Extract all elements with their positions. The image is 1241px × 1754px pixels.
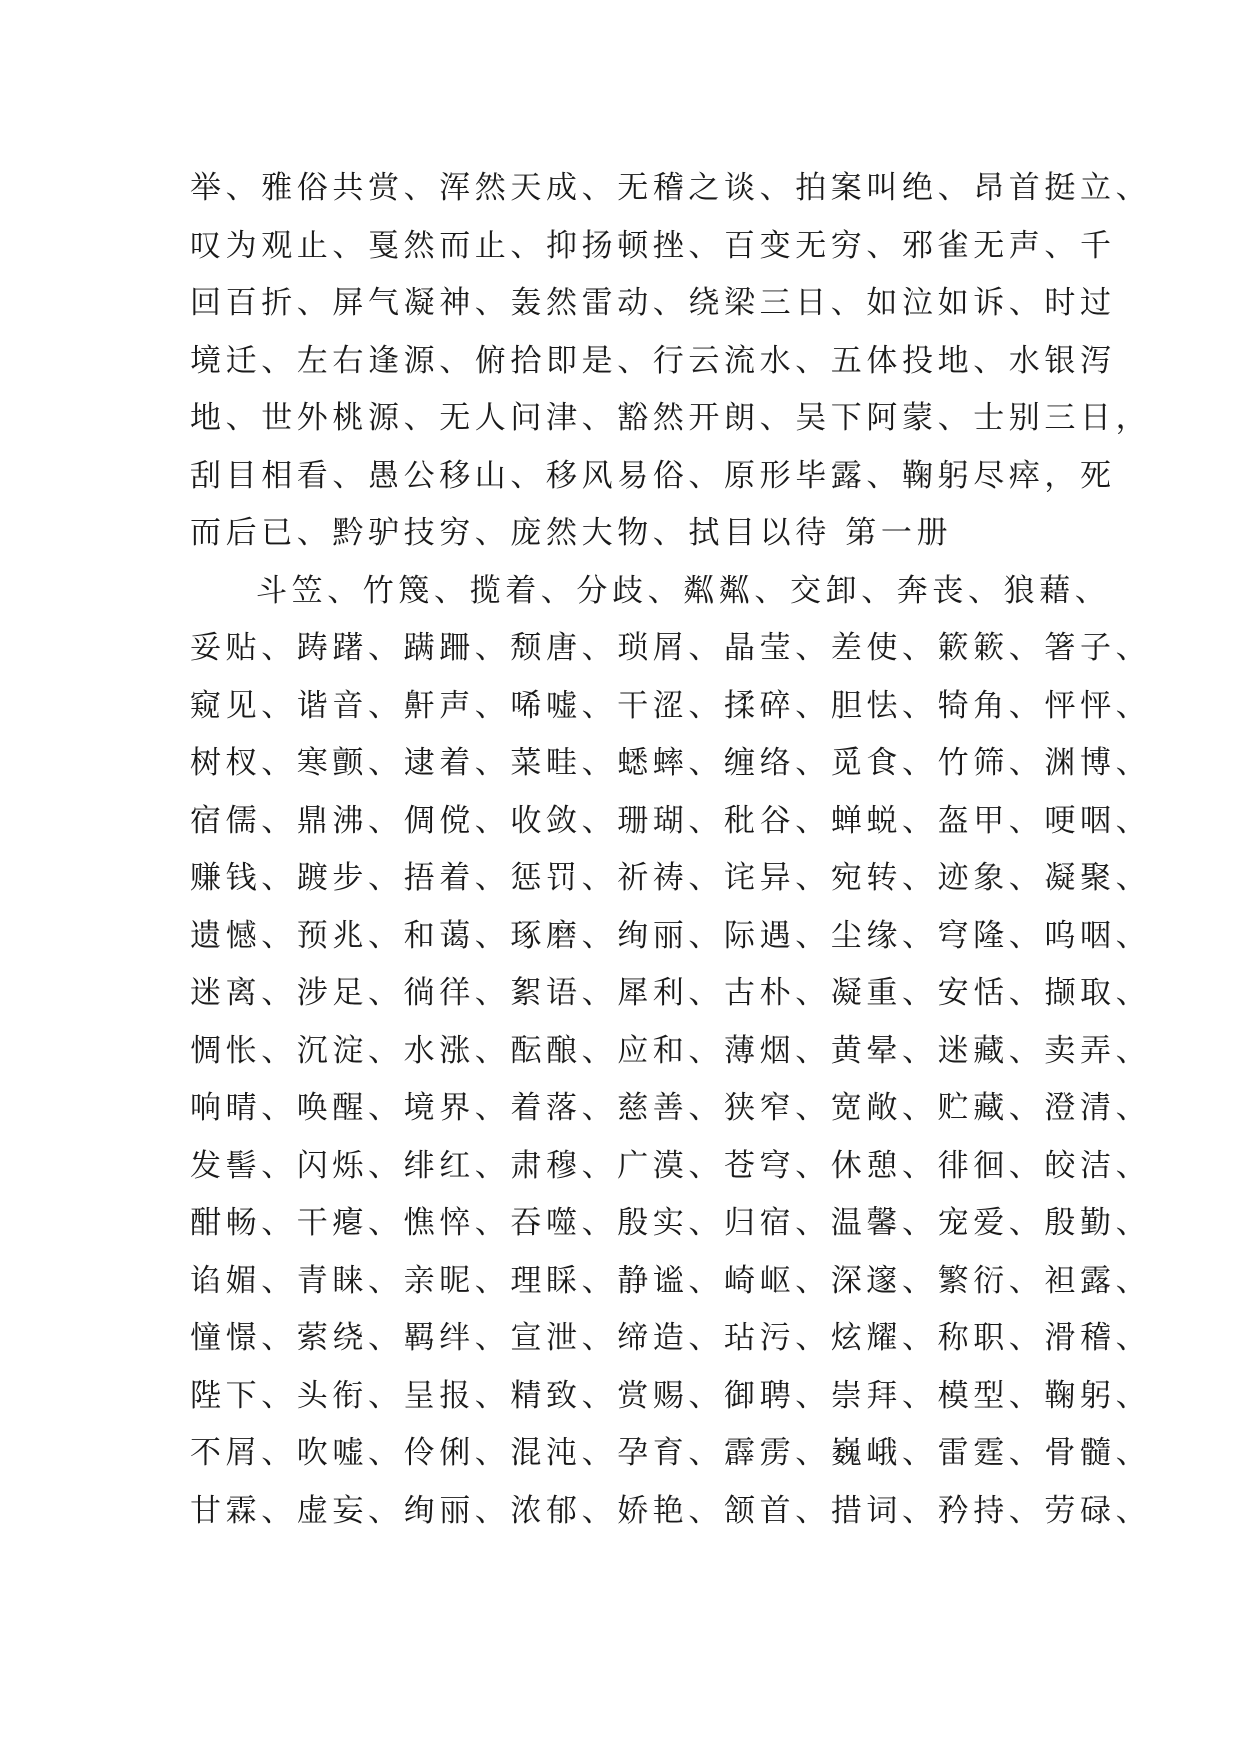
text-line: 谄媚、青睐、亲昵、理睬、静谧、崎岖、深邃、繁衍、袒露、: [190, 1262, 1152, 1299]
text-line: 不屑、吹嘘、伶俐、混沌、孕育、霹雳、巍峨、雷霆、骨髓、: [190, 1435, 1152, 1471]
text-line: 憧憬、萦绕、羁绊、宣泄、缔造、玷污、炫耀、称职、滑稽、: [190, 1320, 1152, 1356]
text-line: 回百折、屏气凝神、轰然雷动、绕梁三日、如泣如诉、时过: [190, 285, 1116, 321]
text-line: 发髻、闪烁、绯红、肃穆、广漠、苍穹、休憩、徘徊、皎洁、: [190, 1147, 1152, 1184]
text-line: 赚钱、踱步、捂着、惩罚、祈祷、诧异、宛转、迹象、凝聚、: [190, 860, 1152, 896]
text-line: 宿儒、鼎沸、倜傥、收敛、珊瑚、秕谷、蝉蜕、盔甲、哽咽、: [190, 802, 1152, 839]
paragraph-first-line: 斗笠、竹篾、揽着、分歧、粼粼、交卸、奔丧、狼藉、: [256, 572, 1111, 609]
text-line: 惆怅、沉淀、水涨、酝酿、应和、薄烟、黄晕、迷藏、卖弄、: [190, 1032, 1152, 1069]
text-line: 而后已、黔驴技穷、庞然大物、拭目以待 第一册: [190, 515, 953, 551]
text-line: 举、雅俗共赏、浑然天成、无稽之谈、拍案叫绝、昂首挺立、: [190, 170, 1152, 206]
text-line: 刮目相看、愚公移山、移风易俗、原形毕露、鞠躬尽瘁，死: [190, 457, 1116, 494]
text-line: 地、世外桃源、无人问津、豁然开朗、吴下阿蒙、士别三日，: [190, 400, 1152, 436]
text-line: 妥贴、踌躇、蹒跚、颓唐、琐屑、晶莹、差使、簌簌、箸子、: [190, 630, 1152, 666]
text-line: 遗憾、预兆、和蔼、琢磨、绚丽、际遇、尘缘、穹隆、呜咽、: [190, 917, 1152, 954]
document-body: [190, 160, 1152, 1540]
text-line: 境迁、左右逢源、俯拾即是、行云流水、五体投地、水银泻: [190, 342, 1116, 379]
text-line: 迷离、涉足、徜徉、絮语、犀利、古朴、凝重、安恬、撷取、: [190, 975, 1152, 1011]
text-line: 树杈、寒颤、逮着、菜畦、蟋蟀、缠络、觅食、竹筛、渊博、: [190, 745, 1152, 781]
text-line: 叹为观止、戛然而止、抑扬顿挫、百变无穷、邪雀无声、千: [190, 227, 1116, 264]
text-line: 窥见、谐音、鼾声、唏嘘、干涩、揉碎、胆怯、犄角、怦怦、: [190, 687, 1152, 724]
text-line: 酣畅、干瘪、憔悴、吞噬、殷实、归宿、温馨、宠爱、殷勤、: [190, 1205, 1152, 1241]
text-line: 陛下、头衔、呈报、精致、赏赐、御聘、崇拜、模型、鞠躬、: [190, 1377, 1152, 1414]
text-line: 响晴、唤醒、境界、着落、慈善、狭窄、宽敞、贮藏、澄清、: [190, 1090, 1152, 1126]
text-line: 甘霖、虚妄、绚丽、浓郁、娇艳、颔首、措词、矜持、劳碌、: [190, 1492, 1152, 1529]
